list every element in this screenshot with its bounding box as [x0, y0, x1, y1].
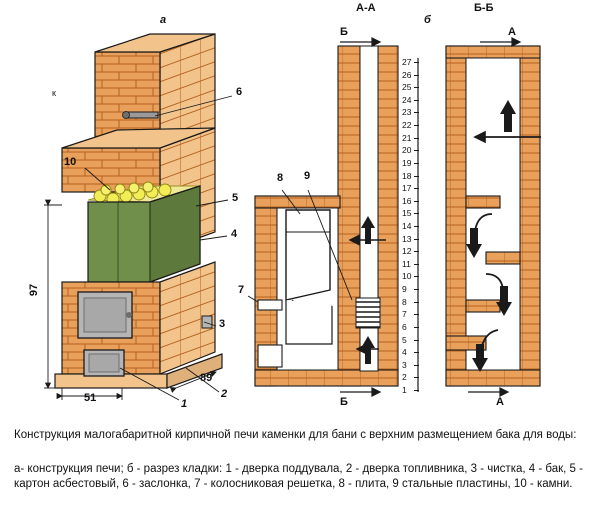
course-tick [414, 138, 419, 139]
callout-4: 4 [231, 228, 238, 240]
callout-2: 2 [221, 388, 228, 400]
course-number: 2 [402, 372, 407, 383]
panel-section-aa [248, 38, 398, 396]
course-number: 25 [402, 82, 412, 93]
course-tick [414, 226, 419, 227]
course-number: 7 [402, 309, 407, 320]
course-tick [414, 150, 419, 151]
course-number: 5 [402, 334, 407, 345]
course-number: 3 [402, 359, 407, 370]
course-tick [414, 302, 419, 303]
section-mark-a-top: А [508, 26, 516, 38]
section-mark-a-bottom: А [496, 396, 504, 408]
course-tick [414, 62, 419, 63]
course-number: 15 [402, 208, 412, 219]
course-number: 24 [402, 94, 412, 105]
course-number: 14 [402, 221, 412, 231]
course-number: 8 [402, 296, 407, 307]
course-tick [414, 87, 419, 88]
callout-7: 7 [238, 284, 245, 296]
section-mark-b-top: Б [340, 26, 348, 38]
course-number: 16 [402, 195, 412, 206]
course-tick [414, 390, 419, 391]
course-tick [414, 188, 419, 189]
course-number: 1 [402, 385, 407, 395]
course-number: 27 [402, 57, 412, 67]
course-tick [414, 112, 419, 113]
callout-10: 10 [64, 156, 77, 168]
course-number: 17 [402, 183, 412, 194]
course-tick [414, 100, 419, 101]
figure-caption-legend: а- конструкция печи; б - разрез кладки: 1 - дверка поддувала, 2 - дверка топливника, 3 - чистка, 4 - бак, 5 - картон асбестовый, 6 - заслонка, 7 - колосниковая решетка, 8 - плита, 9 стальные пластины, 10 - камни. [14, 463, 583, 490]
panel-a-perspective [44, 34, 232, 400]
callout-9: 9 [304, 170, 311, 182]
course-tick [414, 251, 419, 252]
course-number: 20 [402, 145, 412, 156]
ashpit-door [84, 350, 124, 376]
course-number: 21 [402, 132, 412, 143]
course-number: 12 [402, 246, 412, 257]
steel-plates [356, 298, 380, 328]
panel-label-a: а [160, 14, 167, 26]
course-number: 9 [402, 284, 407, 295]
course-tick [414, 289, 419, 290]
panel-label-aa: А-А [356, 2, 376, 14]
course-tick [414, 314, 419, 315]
panel-label-bb: Б-Б [474, 2, 494, 14]
panel-section-bb [446, 38, 541, 396]
course-number: 23 [402, 107, 412, 118]
course-tick [414, 75, 419, 76]
callout-5: 5 [232, 192, 239, 204]
course-tick [414, 352, 419, 353]
course-number: 10 [402, 271, 412, 282]
course-number: 18 [402, 170, 412, 181]
course-tick [414, 327, 419, 328]
callout-6: 6 [236, 86, 243, 98]
course-tick [414, 163, 419, 164]
course-tick [414, 213, 419, 214]
course-tick [414, 239, 419, 240]
course-tick [414, 340, 419, 341]
course-number: 13 [402, 233, 412, 244]
course-tick [414, 264, 419, 265]
panel-label-b: б [424, 14, 431, 26]
section-mark-b-bottom: Б [340, 396, 348, 408]
course-number: 6 [402, 321, 407, 332]
svg-text:к: к [52, 88, 56, 98]
course-tick [414, 176, 419, 177]
course-number: 4 [402, 347, 407, 358]
course-number: 11 [402, 258, 411, 269]
course-tick [414, 276, 419, 277]
course-tick [414, 125, 419, 126]
course-tick [414, 377, 419, 378]
damper-handle [123, 112, 159, 119]
dimension-depth: 89 [200, 372, 213, 384]
dimension-height: 97 [28, 283, 41, 297]
callout-8: 8 [277, 172, 284, 184]
callout-1: 1 [181, 398, 188, 410]
course-tick [414, 365, 419, 366]
course-tick [414, 201, 419, 202]
course-number: 22 [402, 120, 412, 131]
course-number: 26 [402, 69, 412, 80]
firebox-door [78, 292, 132, 338]
dimension-width: 51 [84, 392, 97, 404]
figure-caption-title: Конструкция малогабаритной кирпичной печи каменки для бани с верхним размещением бака для воды: [14, 429, 577, 441]
course-number: 19 [402, 157, 412, 168]
callout-3: 3 [219, 318, 226, 330]
